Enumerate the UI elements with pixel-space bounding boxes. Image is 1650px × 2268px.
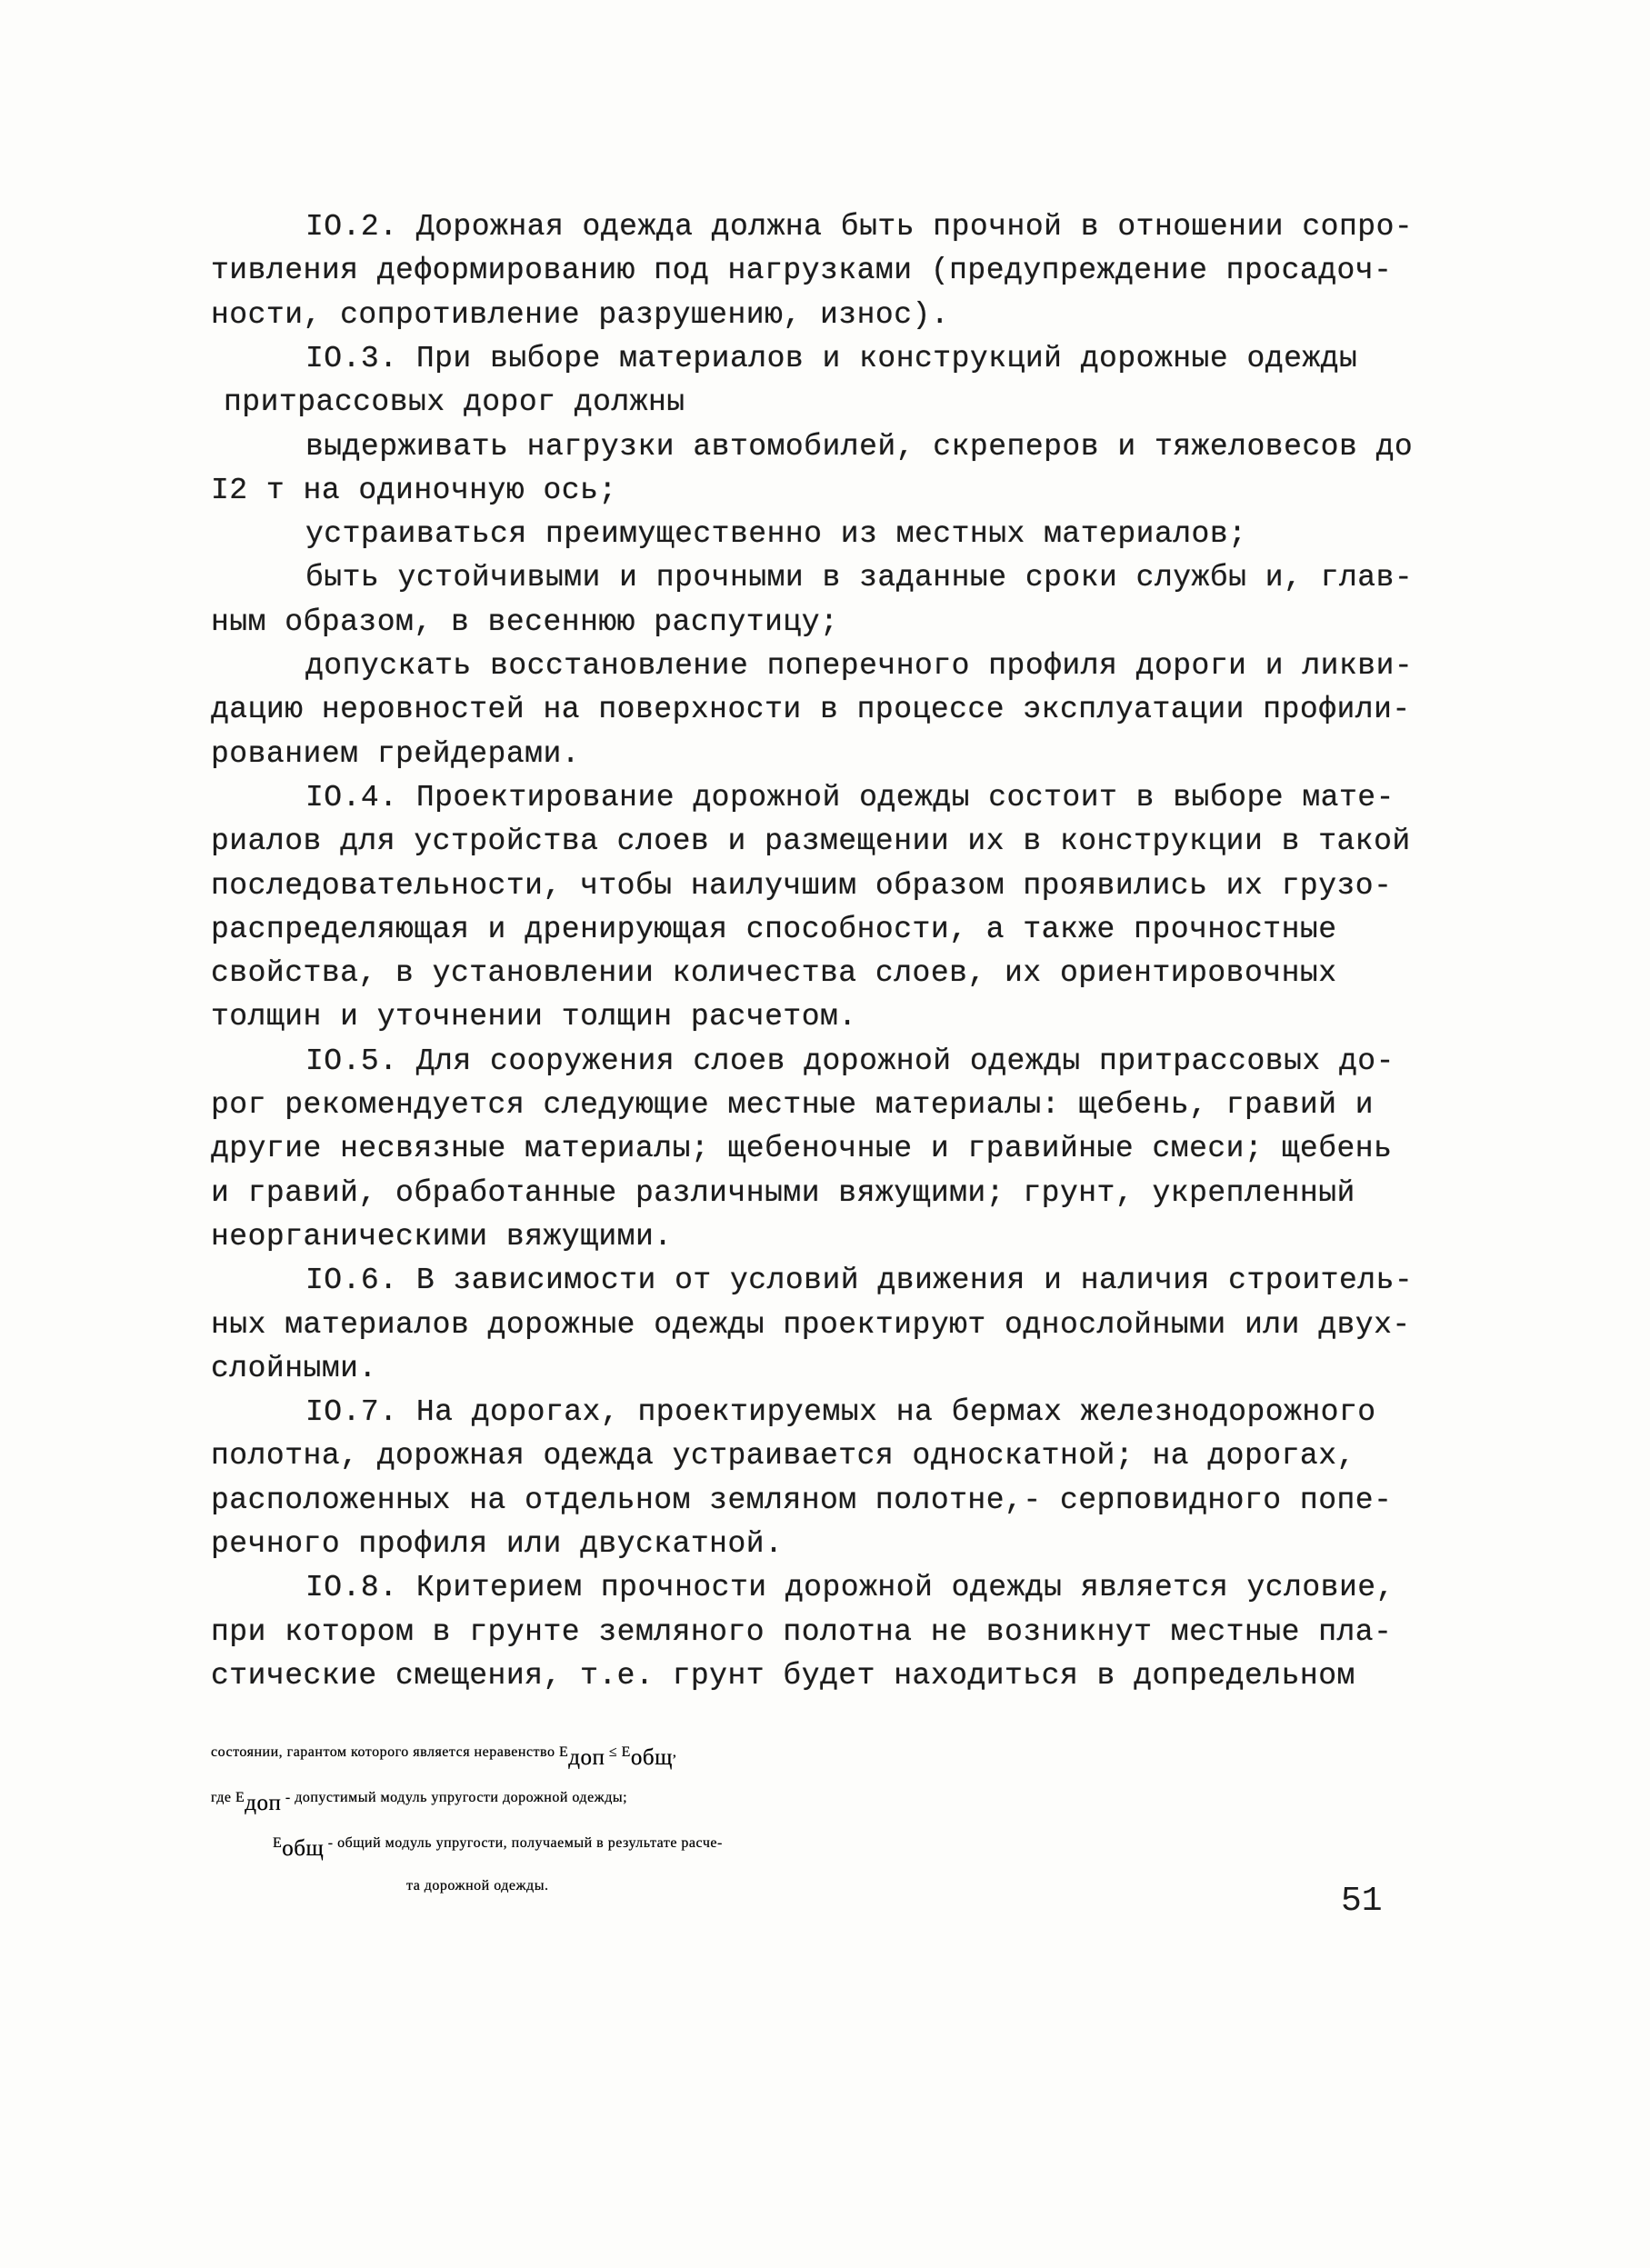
text-line: при котором в грунте земляного полотна не возникнут местные пла- — [211, 1615, 1393, 1649]
text-line: полотна, дорожная одежда устраивается односкатной; на дорогах, — [211, 1439, 1355, 1473]
condition-relation: ≤ E — [605, 1744, 631, 1760]
paragraph-start-line: IO.3. При выборе материалов и конструкций дорожные одежды — [305, 342, 1358, 375]
paragraph-start-line: IO.2. Дорожная одежда должна быть прочной в отношении сопро- — [305, 210, 1414, 244]
list-item-line: допускать восстановление поперечного профиля дороги и ликви- — [305, 649, 1414, 683]
paragraph-start-line: IO.7. На дорогах, проектируемых на бермах железнодорожного — [305, 1395, 1376, 1429]
definition-2-sub: общ — [282, 1836, 325, 1861]
definition-line-2 — [273, 1823, 723, 1862]
paragraph-start-line: IO.5. Для сооружения слоев дорожной одежды притрассовых до- — [305, 1044, 1395, 1078]
text-line: речного профиля или двускатной. — [211, 1527, 784, 1561]
text-line: слойными. — [211, 1352, 377, 1385]
paragraph-start-line: IO.4. Проектирование дорожной одежды состоит в выборе мате- — [305, 781, 1395, 814]
text-line: риалов для устройства слоев и размещении их в конструкции в такой — [211, 824, 1411, 858]
definition-line-2-continuation: та дорожной одежды. — [406, 1878, 549, 1893]
list-item-line: быть устойчивыми и прочными в заданные сроки службы и, глав- — [305, 561, 1414, 594]
page-number: 51 — [1341, 1882, 1383, 1921]
text-line: дацию неровностей на поверхности в процессе эксплуатации профили- — [211, 693, 1411, 726]
subscript-dop: доп — [568, 1745, 605, 1770]
definition-2-text: - общий модуль упругости, получаемый в результате расче- — [324, 1835, 723, 1851]
text-line: расположенных на отдельном земляном полотне,- серповидного попе- — [211, 1484, 1393, 1517]
paragraph-start-line: IO.8. Критерием прочности дорожной одежды является условие, — [305, 1571, 1395, 1604]
definition-1-lead: где E — [211, 1790, 245, 1805]
definition-2-lead: E — [273, 1835, 283, 1851]
text-line: и гравий, обработанные различными вяжущими; грунт, укрепленный — [211, 1176, 1355, 1210]
text-line: другие несвязные материалы; щебеночные и гравийные смеси; щебень — [211, 1132, 1393, 1165]
definition-1-text: - допустимый модуль упругости дорожной одежды; — [281, 1790, 628, 1805]
list-item-line: выдерживать нагрузки автомобилей, скреперов и тяжеловесов до — [305, 430, 1414, 464]
condition-prefix: состоянии, гарантом которого является неравенство E — [211, 1744, 569, 1760]
paragraph-start-line: IO.6. В зависимости от условий движения и наличия строитель- — [305, 1264, 1414, 1297]
text-line: ных материалов дорожные одежды проектируют однослойными или двух- — [211, 1308, 1411, 1342]
condition-suffix: , — [672, 1744, 677, 1760]
subscript-obsh: общ — [630, 1745, 673, 1770]
list-item-line: устраиваться преимущественно из местных материалов; — [305, 517, 1247, 551]
text-line: рованием грейдерами. — [211, 737, 581, 771]
text-line: неорганическими вяжущими. — [211, 1220, 673, 1254]
text-line: притрассовых дорог должны — [224, 385, 685, 419]
text-line: ности, сопротивление разрушению, износ). — [211, 298, 950, 332]
text-line: рог рекомендуется следующие местные материалы: щебень, гравий и — [211, 1088, 1375, 1122]
definition-1-sub: доп — [245, 1791, 282, 1815]
text-line: толщин и уточнении толщин расчетом. — [211, 1000, 857, 1034]
condition-line — [211, 1732, 676, 1771]
definition-line-1 — [211, 1777, 627, 1816]
text-line: распределяющая и дренирующая способности, а также прочностные — [211, 913, 1337, 946]
text-line: стические смещения, т.е. грунт будет находиться в допредельном — [211, 1659, 1355, 1693]
text-line: последовательности, чтобы наилучшим образом проявились их грузо- — [211, 869, 1393, 903]
text-line: свойства, в установлении количества слоев, их ориентировочных — [211, 956, 1337, 990]
text-line: I2 т на одиночную ось; — [211, 474, 617, 507]
text-line: тивления деформированию под нагрузками (предупреждение просадоч- — [211, 254, 1393, 287]
text-line: ным образом, в весеннюю распутицу; — [211, 605, 839, 639]
